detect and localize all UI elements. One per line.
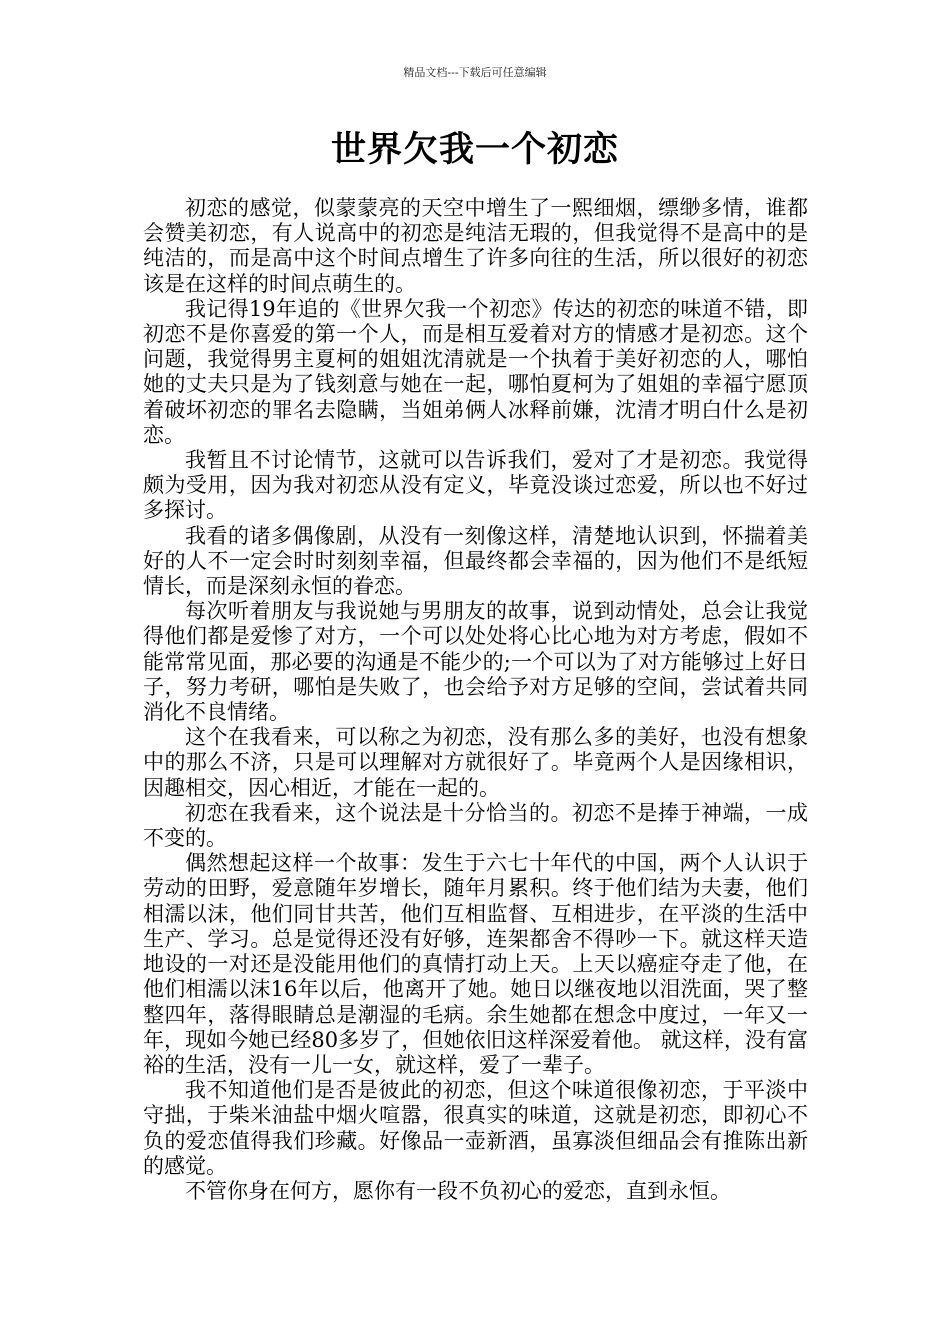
paragraph: 我暂且不讨论情节，这就可以告诉我们，爱对了才是初恋。我觉得颇为受用，因为我对初恋从没有定义，毕竟没谈过恋爱，所以也不好过多探讨。 <box>143 448 808 523</box>
header-note: 精品文档---下载后可任意编辑 <box>403 66 547 79</box>
paragraph: 偶然想起这样一个故事：发生于六七十年代的中国，两个人认识于劳动的田野，爱意随年岁增长，随年月累积。终于他们结为夫妻，他们相濡以沫，他们同甘共苦，他们互相监督、互相进步，在平淡的生活中生产、学习。总是觉得还没有好够，连架都舍不得吵一下。就这样天造地设的一对还是没能用他们的真情打动上天。上天以癌症夺走了他，在他们相濡以沫16年以后，他离开了她。她日以继夜地以泪洗面，哭了整整四年，落得眼睛总是潮湿的毛病。余生她都在想念中度过，一年又一年，现如今她已经80多岁了，但她依旧这样深爱着他。 就这样，没有富裕的生活，没有一儿一女，就这样，爱了一辈子。 <box>143 851 808 1077</box>
paragraph: 初恋的感觉，似蒙蒙亮的天空中增生了一熙细烟，缥缈多情，谁都会赞美初恋，有人说高中的初恋是纯洁无瑕的，但我觉得不是高中的是纯洁的，而是高中这个时间点增生了许多向往的生活，所以很好的初恋该是在这样的时间点萌生的。 <box>143 196 808 296</box>
paragraph: 我记得19年追的《世界欠我一个初恋》传达的初恋的味道不错，即初恋不是你喜爱的第一个人，而是相互爱着对方的情感才是初恋。这个问题，我觉得男主夏柯的姐姐沈清就是一个执着于美好初恋的人，哪怕她的丈夫只是为了钱刻意与她在一起，哪怕夏柯为了姐姐的幸福宁愿顶着破坏初恋的罪名去隐瞒，当姐弟俩人冰释前嫌，沈清才明白什么是初恋。 <box>143 296 808 447</box>
paragraph: 这个在我看来，可以称之为初恋，没有那么多的美好，也没有想象中的那么不济，只是可以理解对方就很好了。毕竟两个人是因缘相识，因趣相交，因心相近，才能在一起的。 <box>143 725 808 800</box>
paragraph: 我看的诸多偶像剧，从没有一刻像这样，清楚地认识到，怀揣着美好的人不一定会时时刻刻幸福，但最终都会幸福的，因为他们不是纸短情长，而是深刻永恒的眷恋。 <box>143 523 808 599</box>
paragraph: 我不知道他们是否是彼此的初恋，但这个味道很像初恋，于平淡中守拙，于柴米油盐中烟火喧嚣，很真实的味道，这就是初恋，即初心不负的爱恋值得我们珍藏。好像品一壶新酒，虽寡淡但细品会有推陈出新的感觉。 <box>143 1078 808 1178</box>
document-body <box>143 196 808 1204</box>
paragraph: 初恋在我看来，这个说法是十分恰当的。初恋不是捧于神端，一成不变的。 <box>143 800 808 851</box>
document-title: 世界欠我一个初恋 <box>330 130 619 170</box>
paragraph: 不管你身在何方，愿你有一段不负初心的爱恋，直到永恒。 <box>185 1178 731 1203</box>
paragraph: 每次听着朋友与我说她与男朋友的故事，说到动情处，总会让我觉得他们都是爱惨了对方，一个可以处处将心比心地为对方考虑，假如不能常常见面，那必要的沟通是不能少的;一个可以为了对方能够过上好日子，努力考研，哪怕是失败了，也会给予对方足够的空间，尝试着共同消化不良情绪。 <box>143 599 808 725</box>
